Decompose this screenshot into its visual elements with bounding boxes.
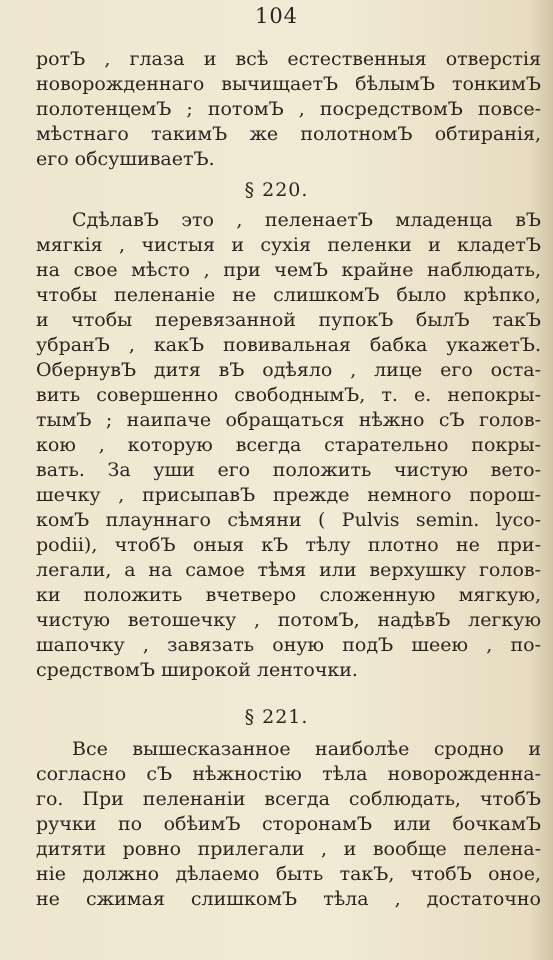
text-line: вить совершенно свободнымЪ, т. е. непокры- bbox=[36, 384, 541, 406]
text-line: комЪ плауннаго сѣмяни ( Pulvis semin. lyco- bbox=[36, 509, 541, 531]
text-line: и чтобы перевязанной пупокЪ былЪ такЪ bbox=[36, 309, 541, 331]
text-line: ОбернувЪ дитя вЪ одѣяло , лице его оста- bbox=[36, 359, 541, 381]
text-line: ніе должно дѣлаемо быть такЪ, чтобЪ оное, bbox=[36, 863, 541, 885]
text-line: ки положить вчетверо сложенную мягкую, bbox=[36, 584, 541, 606]
text-line: убранЪ , какЪ повивальная бабка укажетЪ. bbox=[36, 334, 541, 356]
text-line: кою , которую всегда старательно покры- bbox=[36, 434, 541, 456]
text-line: средствомЪ широкой ленточки. bbox=[36, 659, 358, 681]
text-line: на свое мѣсто , при чемЪ крайне наблюдать, bbox=[36, 259, 541, 281]
text-line: ручки по обѣимЪ сторонамЪ или бочкамЪ bbox=[36, 813, 541, 835]
text-line: полотенцемЪ ; потомЪ , посредствомЪ повсе- bbox=[36, 98, 541, 120]
text-line: шапочку , завязать оную подЪ шеею , по- bbox=[36, 634, 541, 656]
section-heading-220: § 220. bbox=[244, 179, 309, 201]
text-line: дитяти ровно прилегали , и вообще пелена- bbox=[36, 838, 541, 860]
text-line: новорожденнаго вычищаетЪ бѣлымЪ тонкимЪ bbox=[36, 73, 541, 95]
text-line: тымЪ ; наипаче обращаться нѣжно сЪ голов- bbox=[36, 409, 541, 431]
text-line: вать. За уши его положить чистую вето- bbox=[36, 459, 541, 481]
text-line: podii), чтобЪ оныя кЪ тѣлу плотно не при- bbox=[36, 534, 541, 556]
text-line: го. При пеленаніи всегда соблюдать, чтобЪ bbox=[36, 788, 541, 810]
text-line: ротЪ , глаза и всѣ естественныя отверстія bbox=[36, 48, 541, 70]
section-heading-221: § 221. bbox=[244, 706, 309, 728]
text-line: Все вышесказанное наиболѣе сродно и bbox=[72, 738, 541, 760]
text-line: не сжимая слишкомЪ тѣла , достаточно bbox=[36, 888, 541, 910]
text-line: чистую ветошечку , потомЪ, надѣвЪ легкую bbox=[36, 609, 541, 631]
text-line: чтобы пеленаніе не слишкомЪ было крѣпко, bbox=[36, 284, 541, 306]
text-line: согласно сЪ нѣжностію тѣла новорожденна- bbox=[36, 763, 541, 785]
text-line: шечку , присыпавЪ прежде немного порош- bbox=[36, 484, 541, 506]
text-line: СдѣлавЪ это , пеленаетЪ младенца вЪ bbox=[72, 209, 541, 231]
text-line: легали, а на самое тѣмя или верхушку голов- bbox=[36, 559, 541, 581]
text-line: мѣстнаго такимЪ же полотномЪ обтиранія, bbox=[36, 123, 541, 145]
text-line: его обсушиваетЪ. bbox=[36, 148, 215, 170]
text-line: мягкія , чистыя и сухія пеленки и кладетЪ bbox=[36, 234, 541, 256]
page-number: 104 bbox=[254, 4, 299, 28]
